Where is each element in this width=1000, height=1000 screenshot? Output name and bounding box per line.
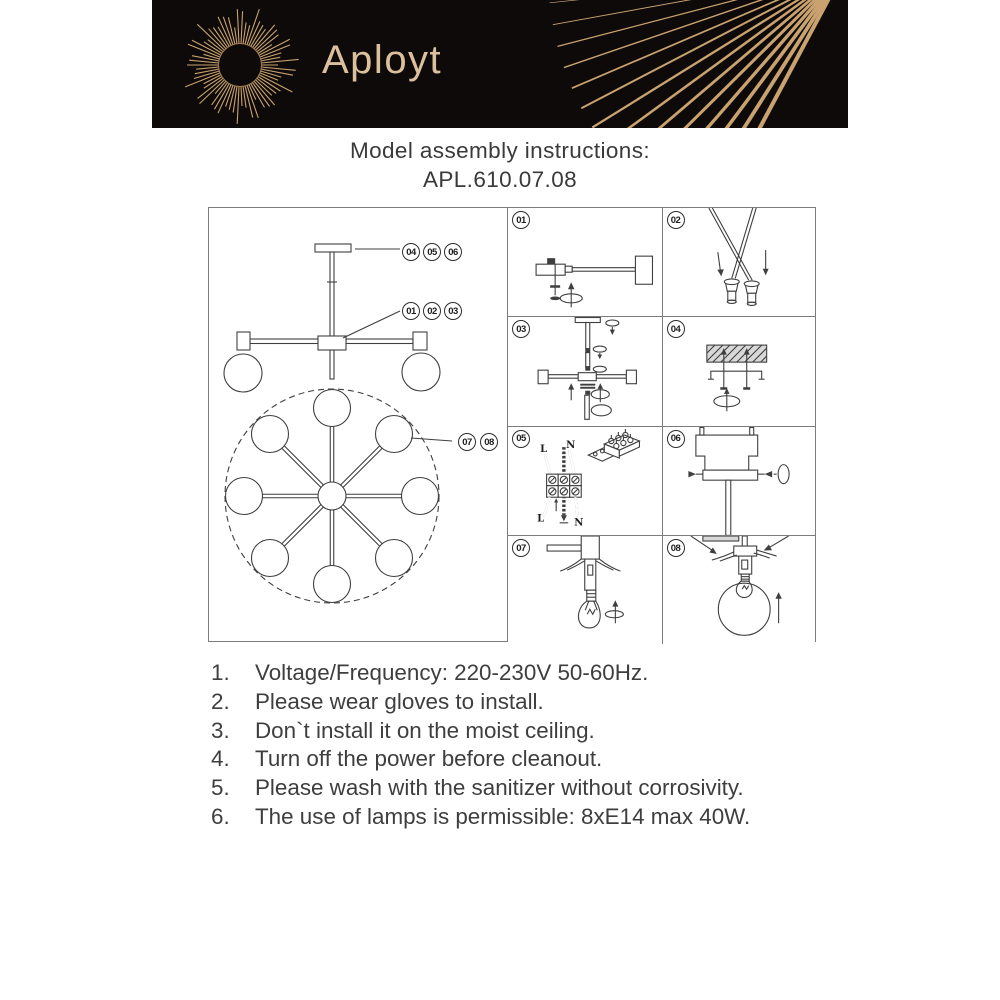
callout-02: 02 — [423, 302, 441, 320]
safety-instructions-list — [211, 659, 891, 832]
list-item — [211, 745, 891, 774]
lamp-globe — [402, 353, 440, 391]
list-item — [211, 717, 891, 746]
callout-01: 01 — [402, 302, 420, 320]
step-number: 08 — [667, 539, 685, 557]
ceiling-plate — [315, 244, 351, 252]
item-number: 6. — [211, 803, 230, 829]
callout-08: 08 — [480, 433, 498, 451]
item-number: 3. — [211, 717, 230, 743]
item-text: Don`t install it on the moist ceiling. — [255, 717, 595, 743]
item-text: The use of lamps is permissible: 8xE14 max 40W. — [255, 803, 751, 829]
callout-07: 07 — [458, 433, 476, 451]
callout-05: 05 — [423, 243, 441, 261]
item-number: 5. — [211, 775, 230, 801]
step-number: 02 — [667, 211, 685, 229]
step-number: 03 — [512, 320, 530, 338]
chandelier-overview-drawing — [209, 208, 507, 641]
wire-label-N: N — [566, 439, 576, 451]
callout-03: 03 — [444, 302, 462, 320]
callout-04: 04 — [402, 243, 420, 261]
step-number: 01 — [512, 211, 530, 229]
title-line1: Model assembly instructions: — [349, 138, 651, 163]
item-text: Please wear gloves to install. — [255, 688, 544, 714]
callout-06: 06 — [444, 243, 462, 261]
lamp-globe — [224, 354, 262, 392]
item-text: Turn off the power before cleanout. — [255, 746, 603, 772]
socket-cup — [744, 281, 759, 305]
step8-drawing — [663, 536, 816, 644]
list-item — [211, 659, 891, 688]
model-code: APL.610.07.08 — [422, 166, 578, 192]
step-panel-8 — [662, 535, 816, 644]
step-panel-6 — [662, 426, 816, 535]
socket-cup — [724, 279, 739, 303]
sunburst-logo-icon — [178, 3, 302, 127]
step-panel-5 — [508, 426, 662, 535]
step7-drawing — [508, 536, 662, 644]
page-title — [0, 137, 1000, 194]
item-number: 4. — [211, 746, 230, 772]
assembly-steps-grid — [508, 207, 816, 642]
wire-label-N: N — [574, 516, 584, 528]
step-number: 05 — [512, 430, 530, 448]
item-text: Please wash with the sanitizer without corrosivity. — [255, 775, 744, 801]
list-item — [211, 774, 891, 803]
terminal-block-3d — [588, 429, 639, 461]
step1-drawing — [508, 208, 662, 316]
step-number: 04 — [667, 320, 685, 338]
wire-label-L: L — [537, 512, 545, 524]
terminal-block — [547, 474, 582, 497]
step3-drawing — [508, 317, 662, 425]
step-panel-3 — [508, 316, 662, 425]
step-number: 06 — [667, 430, 685, 448]
list-item — [211, 803, 891, 832]
step-number: 07 — [512, 539, 530, 557]
step2-drawing — [663, 208, 816, 316]
step6-drawing — [663, 427, 816, 535]
step4-drawing — [663, 317, 816, 425]
step-panel-2 — [662, 208, 816, 316]
step5-wiring-drawing — [508, 427, 662, 535]
step-panel-4 — [662, 316, 816, 425]
center-hub — [318, 336, 346, 350]
wire-label-L: L — [540, 443, 548, 455]
brand-wordmark: Aployt — [322, 38, 443, 82]
brand-banner — [152, 0, 848, 128]
item-text: Voltage/Frequency: 220-230V 50-60Hz. — [255, 660, 649, 685]
list-item — [211, 688, 891, 717]
step-panel-1 — [508, 208, 662, 316]
item-number: 2. — [211, 688, 230, 714]
step-panel-7 — [508, 535, 662, 644]
corner-rays-icon — [388, 0, 848, 128]
overview-diagram-box — [208, 207, 508, 642]
item-number: 1. — [211, 660, 230, 685]
